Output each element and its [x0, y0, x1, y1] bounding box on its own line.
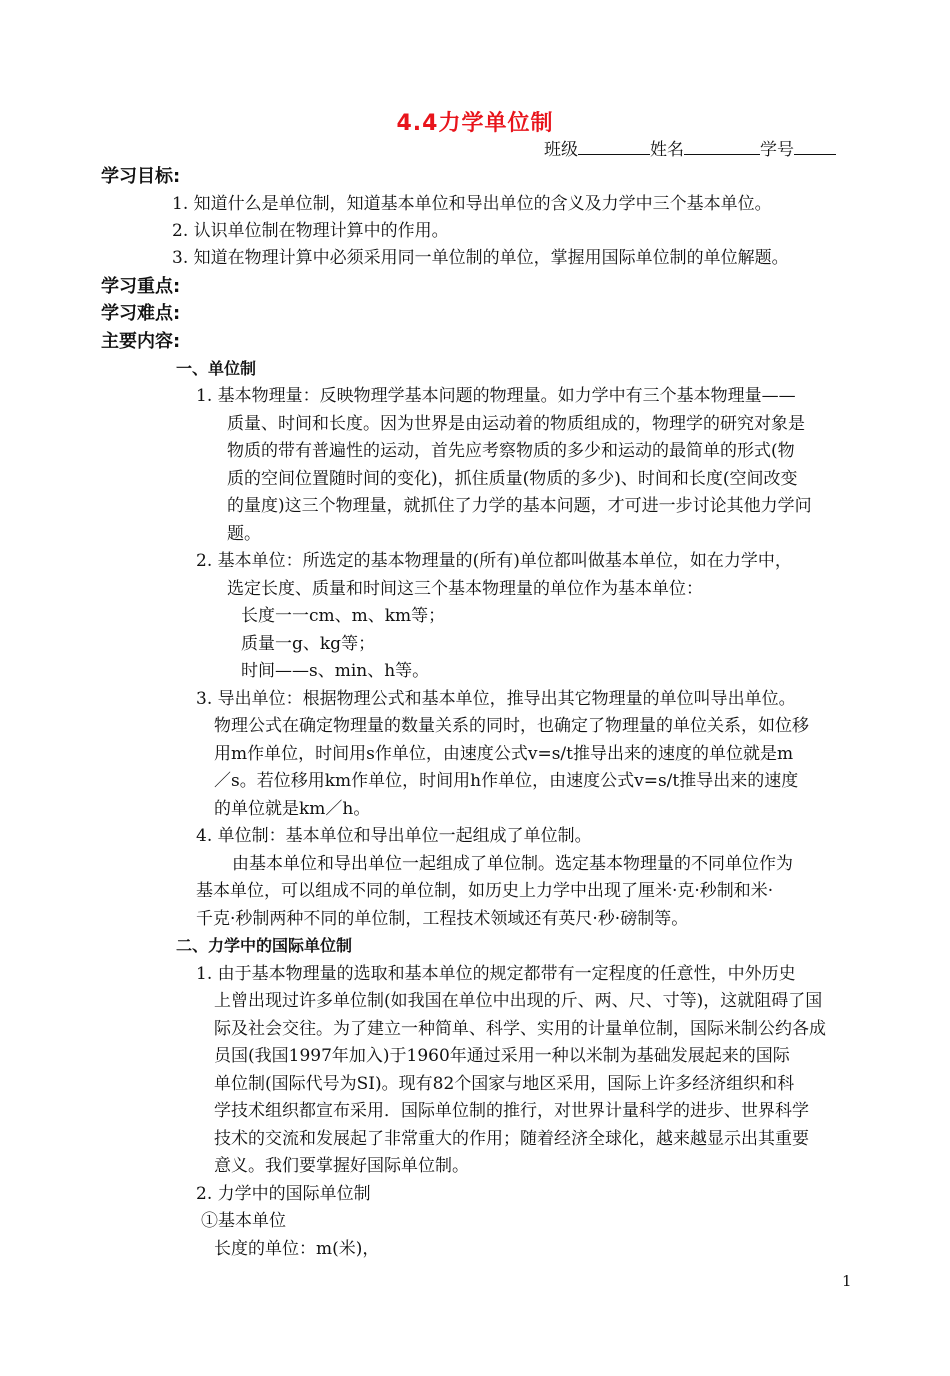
student-id-label: 学号 [760, 140, 794, 160]
paragraph-line: 单位制(国际代号为SI)。现有82个国家与地区采用，国际上许多经济组织和科 [214, 1074, 795, 1094]
page-title: 4.4力学单位制 [396, 111, 554, 136]
paragraph-line: ／s。若位移用km作单位，时间用h作单位，由速度公式v=s/t推导出来的速度 [214, 771, 799, 791]
paragraph-line: 用m作单位，时间用s作单位，由速度公式v=s/t推导出来的速度的单位就是m [214, 744, 794, 764]
goal-item: 1. 知道什么是单位制，知道基本单位和导出单位的含义及力学中三个基本单位。 [172, 194, 772, 214]
key-points-heading: 学习重点: [101, 276, 181, 297]
paragraph-line: 选定长度、质量和时间这三个基本物理量的单位作为基本单位： [227, 579, 703, 599]
difficulties-heading: 学习难点: [101, 303, 181, 324]
paragraph-line: 基本单位，可以组成不同的单位制，如历史上力学中出现了厘米·克·秒制和米· [196, 881, 774, 901]
page-number: 1 [842, 1272, 852, 1290]
paragraph-line: 3. 导出单位：根据物理公式和基本单位，推导出其它物理量的单位叫导出单位。 [196, 689, 796, 709]
student-info [544, 138, 836, 162]
paragraph-line: 由基本单位和导出单位一起组成了单位制。选定基本物理量的不同单位作为 [232, 854, 793, 874]
class-blank [578, 138, 650, 155]
paragraph-line: 质的空间位置随时间的变化)，抓住质量(物质的多少)、时间和长度(空间改变 [227, 469, 798, 489]
name-label: 姓名 [650, 140, 684, 160]
paragraph-line: 1. 基本物理量：反映物理学基本问题的物理量。如力学中有三个基本物理量—— [196, 386, 796, 406]
paragraph-line: 2. 力学中的国际单位制 [196, 1184, 371, 1204]
paragraph-line: 1. 由于基本物理量的选取和基本单位的规定都带有一定程度的任意性，中外历史 [196, 964, 796, 984]
name-blank [684, 138, 760, 155]
section-heading-si: 二、力学中的国际单位制 [176, 936, 353, 955]
paragraph-line: 意义。我们要掌握好国际单位制。 [214, 1156, 469, 1176]
paragraph-line: 物质的带有普遍性的运动，首先应考察物质的多少和运动的最简单的形式(物 [227, 441, 795, 461]
paragraph-line: 的量度)这三个物理量，就抓住了力学的基本问题，才可进一步讨论其他力学问 [227, 496, 812, 516]
goal-item: 3. 知道在物理计算中必须采用同一单位制的单位，掌握用国际单位制的单位解题。 [172, 248, 789, 268]
paragraph-line: 质量、时间和长度。因为世界是由运动着的物质组成的，物理学的研究对象是 [227, 414, 805, 434]
goals-heading: 学习目标: [101, 166, 181, 187]
subsection-basic-units: ①基本单位 [201, 1211, 286, 1231]
paragraph-line: 2. 基本单位：所选定的基本物理量的(所有)单位都叫做基本单位，如在力学中， [196, 551, 792, 571]
class-label: 班级 [544, 140, 578, 160]
paragraph-line: 长度的单位：m(米)， [214, 1239, 380, 1259]
student-id-blank [794, 138, 836, 155]
content-heading: 主要内容: [101, 331, 181, 352]
paragraph-line: 上曾出现过许多单位制(如我国在单位中出现的斤、两、尺、寸等)，这就阻碍了国 [214, 991, 823, 1011]
paragraph-line: 技术的交流和发展起了非常重大的作用；随着经济全球化，越来越显示出其重要 [214, 1129, 809, 1149]
section-heading-unit-system: 一、单位制 [176, 359, 257, 378]
unit-example-time: 时间——s、min、h等。 [241, 661, 430, 681]
paragraph-line: 员国(我国1997年加入)于1960年通过采用一种以米制为基础发展起来的国际 [214, 1046, 790, 1066]
paragraph-line: 4. 单位制：基本单位和导出单位一起组成了单位制。 [196, 826, 592, 846]
unit-example-mass: 质量一g、kg等； [241, 634, 376, 654]
paragraph-line: 学技术组织都宣布采用．国际单位制的推行，对世界计量科学的进步、世界科学 [214, 1101, 809, 1121]
paragraph-line: 千克·秒制两种不同的单位制，工程技术领域还有英尺·秒·磅制等。 [196, 909, 689, 929]
paragraph-line: 的单位就是km／h。 [214, 799, 371, 819]
paragraph-line: 际及社会交往。为了建立一种简单、科学、实用的计量单位制，国际米制公约各成 [214, 1019, 826, 1039]
unit-example-length: 长度一一cm、m、km等； [241, 606, 446, 626]
goal-item: 2. 认识单位制在物理计算中的作用。 [172, 221, 449, 241]
paragraph-line: 题。 [227, 524, 261, 544]
paragraph-line: 物理公式在确定物理量的数量关系的同时，也确定了物理量的单位关系，如位移 [214, 716, 809, 736]
